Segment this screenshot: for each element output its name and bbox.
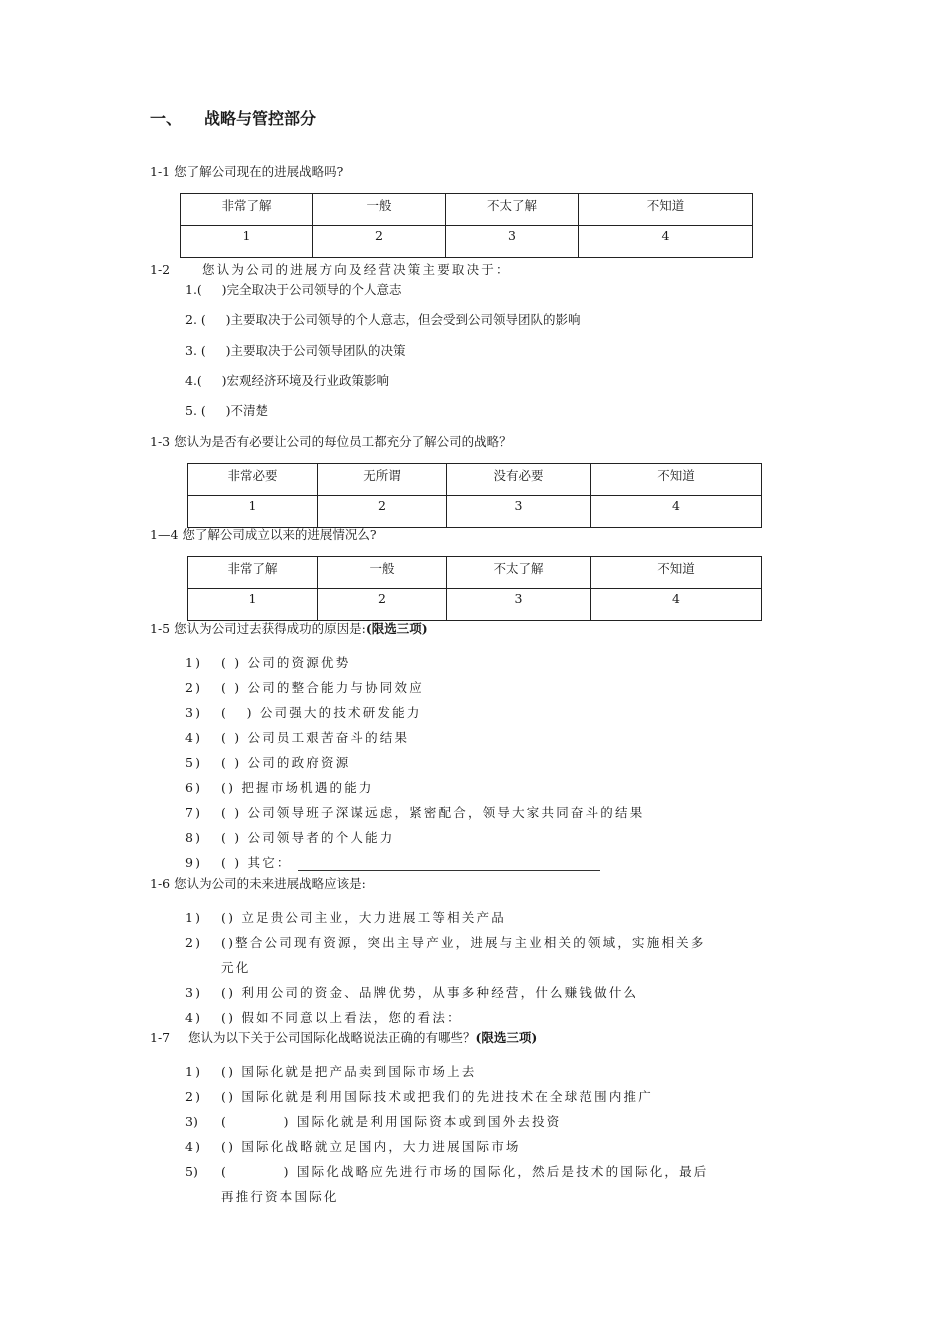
table-header: 没有必要: [447, 464, 591, 496]
section-number: 一、: [150, 109, 183, 128]
scale-table-1-1: [180, 193, 753, 258]
option-item: 5. ( )不清楚: [185, 403, 269, 418]
table-cell: 1: [188, 496, 318, 528]
table-cell: 4: [579, 226, 753, 258]
question-1-5: [150, 619, 428, 637]
question-text: 1-5 您认为公司过去获得成功的原因是:: [150, 621, 366, 636]
option-item: 5) ( ) 公司的政府资源: [185, 755, 351, 770]
table-header: 无所谓: [318, 464, 447, 496]
table-cell: 4: [591, 589, 762, 621]
table-cell: 1: [188, 589, 318, 621]
section-heading: [150, 106, 316, 129]
option-continuation: 再推行资本国际化: [221, 1189, 339, 1204]
option-item: 1) () 立足贵公司主业，大力进展工等相关产品: [185, 910, 506, 925]
question-1-3: 1-3 您认为是否有必要让公司的每位员工都充分了解公司的战略？: [150, 434, 512, 449]
question-number: 1-7: [150, 1030, 171, 1045]
table-header: 非常了解: [188, 557, 318, 589]
table-header: 不知道: [591, 464, 762, 496]
table-cell: 3: [446, 226, 579, 258]
table-cell: 2: [318, 589, 447, 621]
option-item: 2) ( ) 公司的整合能力与协同效应: [185, 680, 424, 695]
option-item: 1) () 国际化就是把产品卖到国际市场上去: [185, 1064, 477, 1079]
option-item: 1) ( ) 公司的资源优势: [185, 655, 351, 670]
option-item: 4) () 国际化战略就立足国内，大力进展国际市场: [185, 1139, 521, 1154]
table-header: 不知道: [579, 194, 753, 226]
question-number: 1-2: [150, 262, 171, 277]
option-item: 7) ( ) 公司领导班子深谋远虑，紧密配合，领导大家共同奋斗的结果: [185, 805, 645, 820]
table-header: 非常必要: [188, 464, 318, 496]
table-header: 不知道: [591, 557, 762, 589]
table-header: 不太了解: [446, 194, 579, 226]
table-header: 一般: [313, 194, 446, 226]
table-cell: 3: [447, 589, 591, 621]
option-item: 4) ( ) 公司员工艰苦奋斗的结果: [185, 730, 410, 745]
option-item: 4) () 假如不同意以上看法，您的看法：: [185, 1010, 462, 1025]
question-note: (限选三项): [365, 621, 428, 636]
scale-table-1-3: [187, 463, 762, 528]
table-cell: 2: [318, 496, 447, 528]
table-cell: 3: [447, 496, 591, 528]
table-cell: 2: [313, 226, 446, 258]
option-item: 9) ( ) 其它：: [185, 853, 600, 871]
option-item: 2) ()整合公司现有资源，突出主导产业，进展与主业相关的领域，实施相关多: [185, 935, 706, 950]
option-item: 8) ( ) 公司领导者的个人能力: [185, 830, 395, 845]
question-text: 您认为以下关于公司国际化战略说法正确的有哪些？: [188, 1030, 476, 1045]
question-1-4: 1—4 您了解公司成立以来的进展情况么?: [150, 527, 377, 542]
table-header: 不太了解: [447, 557, 591, 589]
option-item: 3) () 利用公司的资金、品牌优势，从事多种经营，什么赚钱做什么: [185, 985, 639, 1000]
question-1-1: 1-1 您了解公司现在的进展战略吗?: [150, 164, 344, 179]
question-1-7: [150, 1028, 537, 1046]
table-cell: 4: [591, 496, 762, 528]
option-item: 3) ( ) 公司强大的技术研发能力: [185, 705, 422, 720]
option-item: 6) () 把握市场机遇的能力: [185, 780, 374, 795]
section-title: 战略与管控部分: [204, 109, 317, 128]
option-item: 3. ( )主要取决于公司领导团队的决策: [185, 343, 406, 358]
option-item: 1.( )完全取决于公司领导的个人意志: [185, 282, 402, 297]
option-item: 2. ( )主要取决于公司领导的个人意志，但会受到公司领导团队的影响: [185, 312, 581, 327]
question-note: (限选三项): [475, 1030, 538, 1045]
option-item: 4.( )宏观经济环境及行业政策影响: [185, 373, 390, 388]
fill-in-blank[interactable]: [298, 858, 600, 871]
scale-table-1-4: [187, 556, 762, 621]
table-cell: 1: [181, 226, 313, 258]
table-header: 一般: [318, 557, 447, 589]
question-text: 您认为公司的进展方向及经营决策主要取决于：: [202, 262, 511, 277]
table-header: 非常了解: [181, 194, 313, 226]
question-1-2: [150, 260, 511, 278]
option-item: 5) ( ) 国际化战略应先进行市场的国际化，然后是技术的国际化，最后: [185, 1164, 709, 1179]
option-item: 2) () 国际化就是利用国际技术或把我们的先进技术在全球范围内推广: [185, 1089, 653, 1104]
option-continuation: 元化: [221, 960, 251, 975]
question-1-6: 1-6 您认为公司的未来进展战略应该是:: [150, 876, 366, 891]
option-item: 3) ( ) 国际化就是利用国际资本或到国外去投资: [185, 1114, 562, 1129]
